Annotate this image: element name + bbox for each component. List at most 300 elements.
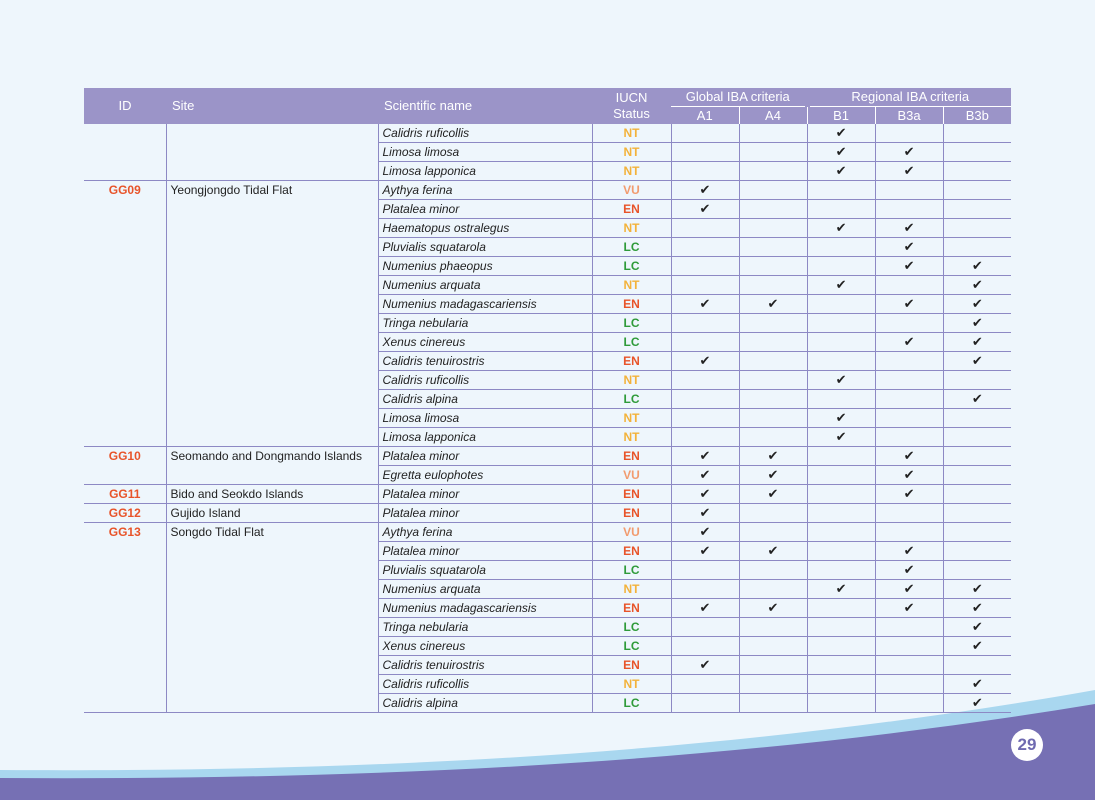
- criteria-cell-a4: [739, 143, 807, 162]
- iucn-status-cell: EN: [592, 352, 671, 371]
- site-id-cell: [84, 599, 166, 618]
- iucn-status-cell: EN: [592, 295, 671, 314]
- iucn-status-cell: LC: [592, 390, 671, 409]
- criteria-cell-b3b: [943, 466, 1011, 485]
- criteria-cell-a1: [671, 428, 739, 447]
- criteria-cell-a4: [739, 466, 807, 485]
- criteria-cell-b3a: [875, 390, 943, 409]
- criteria-cell-a1: [671, 371, 739, 390]
- checkmark-icon: ✔: [971, 619, 983, 634]
- criteria-cell-b3b: [943, 124, 1011, 143]
- iucn-status-cell: EN: [592, 447, 671, 466]
- checkmark-icon: ✔: [903, 334, 915, 349]
- site-id-cell: GG11: [84, 485, 166, 504]
- criteria-cell-b3a: [875, 314, 943, 333]
- criteria-cell-b3b: [943, 675, 1011, 694]
- col-header-b1: B1: [807, 107, 875, 125]
- table-row: [84, 447, 1011, 466]
- col-header-b3b: B3b: [943, 107, 1011, 125]
- scientific-name-cell: Calidris alpina: [378, 390, 592, 409]
- checkmark-icon: ✔: [767, 543, 779, 558]
- checkmark-icon: ✔: [903, 486, 915, 501]
- criteria-cell-b3b: [943, 200, 1011, 219]
- checkmark-icon: ✔: [971, 391, 983, 406]
- iucn-status-cell: LC: [592, 333, 671, 352]
- criteria-cell-a4: [739, 238, 807, 257]
- scientific-name-cell: Numenius madagascariensis: [378, 599, 592, 618]
- criteria-cell-a4: [739, 447, 807, 466]
- scientific-name-cell: Platalea minor: [378, 200, 592, 219]
- scientific-name-cell: Pluvialis squatarola: [378, 561, 592, 580]
- page-number-badge: 29: [1011, 729, 1043, 761]
- criteria-cell-b1: [807, 219, 875, 238]
- site-id-cell: GG13: [108, 525, 141, 540]
- checkmark-icon: ✔: [903, 239, 915, 254]
- criteria-cell-b3a: [875, 238, 943, 257]
- col-header-scientific-name: Scientific name: [378, 88, 592, 124]
- criteria-cell-a4: [739, 599, 807, 618]
- checkmark-icon: ✔: [971, 315, 983, 330]
- table-row: [84, 675, 1011, 694]
- criteria-cell-b1: [807, 428, 875, 447]
- criteria-cell-b3b: [943, 390, 1011, 409]
- criteria-cell-a1: [671, 580, 739, 599]
- criteria-cell-b1: [807, 314, 875, 333]
- site-id-cell: [84, 352, 166, 371]
- criteria-cell-a1: [671, 143, 739, 162]
- table-row: [84, 200, 1011, 219]
- criteria-cell-a1: [671, 219, 739, 238]
- table-row: [84, 599, 1011, 618]
- checkmark-icon: ✔: [971, 296, 983, 311]
- criteria-cell-a4: [739, 409, 807, 428]
- table-row: [84, 466, 1011, 485]
- criteria-cell-b3a: [875, 371, 943, 390]
- scientific-name-cell: Limosa lapponica: [378, 428, 592, 447]
- iucn-status-cell: EN: [592, 200, 671, 219]
- criteria-cell-a1: [671, 466, 739, 485]
- checkmark-icon: ✔: [699, 296, 711, 311]
- col-header-id: ID: [84, 88, 166, 124]
- criteria-cell-b3b: [943, 485, 1011, 504]
- criteria-cell-b3a: [875, 333, 943, 352]
- criteria-cell-b3a: [875, 124, 943, 143]
- criteria-cell-a1: [671, 257, 739, 276]
- site-id-cell: [84, 466, 166, 485]
- site-id-cell: [84, 675, 166, 694]
- checkmark-icon: ✔: [767, 486, 779, 501]
- criteria-cell-a4: [739, 124, 807, 143]
- criteria-cell-a1: [671, 447, 739, 466]
- criteria-cell-b3b: [943, 219, 1011, 238]
- criteria-cell-a1: [671, 124, 739, 143]
- criteria-cell-a1: [671, 694, 739, 713]
- scientific-name-cell: Calidris ruficollis: [378, 371, 592, 390]
- criteria-cell-b1: [807, 295, 875, 314]
- site-id-cell: GG10: [108, 449, 141, 464]
- site-name-cell: [166, 618, 378, 637]
- criteria-cell-a1: [671, 352, 739, 371]
- criteria-cell-a4: [739, 637, 807, 656]
- criteria-cell-b1: [807, 352, 875, 371]
- scientific-name-cell: Aythya ferina: [378, 523, 592, 542]
- site-id-cell: [84, 333, 166, 352]
- iucn-status-cell: EN: [592, 485, 671, 504]
- criteria-cell-b1: [807, 599, 875, 618]
- criteria-cell-a1: [671, 314, 739, 333]
- criteria-cell-b1: [807, 504, 875, 523]
- site-id-cell: [84, 542, 166, 561]
- criteria-cell-b3b: [943, 580, 1011, 599]
- scientific-name-cell: Haematopus ostralegus: [378, 219, 592, 238]
- site-name-cell: [166, 257, 378, 276]
- table-header: [84, 88, 1011, 124]
- checkmark-icon: ✔: [903, 163, 915, 178]
- criteria-cell-a1: [671, 618, 739, 637]
- checkmark-icon: ✔: [903, 296, 915, 311]
- checkmark-icon: ✔: [971, 277, 983, 292]
- criteria-cell-a4: [739, 333, 807, 352]
- criteria-cell-b1: [807, 409, 875, 428]
- site-id-cell: [84, 314, 166, 333]
- table-row: [84, 409, 1011, 428]
- criteria-cell-b3b: [943, 428, 1011, 447]
- criteria-cell-a4: [739, 200, 807, 219]
- iucn-status-cell: LC: [592, 637, 671, 656]
- checkmark-icon: ✔: [699, 543, 711, 558]
- criteria-cell-b1: [807, 371, 875, 390]
- table-row: [84, 181, 1011, 200]
- table-row: [84, 238, 1011, 257]
- criteria-cell-b1: [807, 675, 875, 694]
- site-name-cell: [166, 561, 378, 580]
- table-row: [84, 694, 1011, 713]
- criteria-cell-b3b: [943, 352, 1011, 371]
- table-row: [84, 333, 1011, 352]
- table-row: [84, 428, 1011, 447]
- site-name-cell: [166, 333, 378, 352]
- site-id-cell: [84, 390, 166, 409]
- criteria-cell-a4: [739, 675, 807, 694]
- checkmark-icon: ✔: [835, 144, 847, 159]
- criteria-cell-b3b: [943, 656, 1011, 675]
- site-name-cell: [166, 276, 378, 295]
- scientific-name-cell: Limosa lapponica: [378, 162, 592, 181]
- checkmark-icon: ✔: [767, 296, 779, 311]
- criteria-cell-a4: [739, 428, 807, 447]
- criteria-cell-b3a: [875, 542, 943, 561]
- site-id-cell: GG09: [108, 183, 141, 198]
- criteria-cell-a1: [671, 637, 739, 656]
- iucn-status-cell: NT: [592, 219, 671, 238]
- checkmark-icon: ✔: [971, 695, 983, 710]
- criteria-cell-b3a: [875, 580, 943, 599]
- site-name-cell: [166, 314, 378, 333]
- checkmark-icon: ✔: [903, 600, 915, 615]
- checkmark-icon: ✔: [835, 372, 847, 387]
- site-name-cell: [166, 466, 378, 485]
- criteria-cell-a1: [671, 181, 739, 200]
- criteria-cell-b3a: [875, 447, 943, 466]
- site-name-cell: Yeongjongdo Tidal Flat: [166, 181, 378, 200]
- site-id-cell: [84, 656, 166, 675]
- site-name-cell: Songdo Tidal Flat: [166, 523, 378, 542]
- criteria-cell-a4: [739, 162, 807, 181]
- criteria-cell-b3a: [875, 561, 943, 580]
- criteria-cell-b1: [807, 542, 875, 561]
- table-row: [84, 580, 1011, 599]
- criteria-cell-b3a: [875, 219, 943, 238]
- criteria-cell-b3a: [875, 523, 943, 542]
- criteria-cell-b1: [807, 447, 875, 466]
- criteria-cell-a1: [671, 542, 739, 561]
- iucn-status-cell: NT: [592, 371, 671, 390]
- iucn-header-line2: Status: [613, 106, 650, 121]
- criteria-cell-b3a: [875, 656, 943, 675]
- criteria-cell-a4: [739, 485, 807, 504]
- criteria-cell-b3b: [943, 618, 1011, 637]
- checkmark-icon: ✔: [699, 524, 711, 539]
- criteria-cell-a1: [671, 504, 739, 523]
- site-id-cell: [84, 694, 166, 713]
- criteria-cell-a1: [671, 599, 739, 618]
- criteria-cell-b3a: [875, 276, 943, 295]
- table-body: [84, 124, 1011, 713]
- checkmark-icon: ✔: [971, 638, 983, 653]
- iucn-status-cell: VU: [592, 523, 671, 542]
- checkmark-icon: ✔: [903, 258, 915, 273]
- iucn-status-cell: EN: [592, 599, 671, 618]
- criteria-cell-b3a: [875, 694, 943, 713]
- checkmark-icon: ✔: [699, 486, 711, 501]
- checkmark-icon: ✔: [835, 125, 847, 140]
- criteria-cell-b1: [807, 200, 875, 219]
- criteria-cell-b1: [807, 238, 875, 257]
- criteria-cell-b3b: [943, 561, 1011, 580]
- scientific-name-cell: Egretta eulophotes: [378, 466, 592, 485]
- iucn-header-line1: IUCN: [615, 90, 648, 105]
- criteria-cell-b1: [807, 257, 875, 276]
- checkmark-icon: ✔: [903, 144, 915, 159]
- table-row: [84, 143, 1011, 162]
- table-row: [84, 656, 1011, 675]
- scientific-name-cell: Tringa nebularia: [378, 314, 592, 333]
- criteria-cell-a1: [671, 409, 739, 428]
- criteria-cell-b1: [807, 276, 875, 295]
- site-id-cell: [84, 162, 166, 181]
- criteria-cell-b3b: [943, 523, 1011, 542]
- checkmark-icon: ✔: [699, 182, 711, 197]
- criteria-cell-b3b: [943, 333, 1011, 352]
- table-row: [84, 542, 1011, 561]
- criteria-cell-b3a: [875, 675, 943, 694]
- site-name-cell: [166, 352, 378, 371]
- criteria-cell-b3a: [875, 181, 943, 200]
- table-row: [84, 276, 1011, 295]
- checkmark-icon: ✔: [835, 163, 847, 178]
- site-id-cell: [84, 409, 166, 428]
- iucn-status-cell: NT: [592, 162, 671, 181]
- iucn-status-cell: NT: [592, 124, 671, 143]
- iucn-status-cell: NT: [592, 675, 671, 694]
- criteria-cell-b3b: [943, 143, 1011, 162]
- iucn-status-cell: LC: [592, 618, 671, 637]
- iucn-status-cell: LC: [592, 257, 671, 276]
- criteria-cell-b3a: [875, 295, 943, 314]
- criteria-cell-b3a: [875, 409, 943, 428]
- criteria-cell-b3a: [875, 200, 943, 219]
- scientific-name-cell: Calidris ruficollis: [378, 675, 592, 694]
- table-row: [84, 295, 1011, 314]
- scientific-name-cell: Calidris tenuirostris: [378, 352, 592, 371]
- criteria-cell-a1: [671, 295, 739, 314]
- iucn-status-cell: NT: [592, 428, 671, 447]
- criteria-cell-a1: [671, 485, 739, 504]
- criteria-cell-b3a: [875, 428, 943, 447]
- scientific-name-cell: Limosa limosa: [378, 409, 592, 428]
- iucn-status-cell: LC: [592, 561, 671, 580]
- iucn-status-cell: VU: [592, 466, 671, 485]
- iucn-status-cell: NT: [592, 143, 671, 162]
- col-header-site: Site: [166, 88, 378, 124]
- checkmark-icon: ✔: [903, 562, 915, 577]
- checkmark-icon: ✔: [971, 353, 983, 368]
- site-name-cell: [166, 542, 378, 561]
- iucn-status-cell: EN: [592, 504, 671, 523]
- site-name-cell: [166, 219, 378, 238]
- checkmark-icon: ✔: [903, 581, 915, 596]
- site-id-cell: [84, 295, 166, 314]
- scientific-name-cell: Tringa nebularia: [378, 618, 592, 637]
- criteria-cell-b3b: [943, 542, 1011, 561]
- checkmark-icon: ✔: [767, 600, 779, 615]
- criteria-cell-a4: [739, 390, 807, 409]
- checkmark-icon: ✔: [699, 467, 711, 482]
- checkmark-icon: ✔: [971, 600, 983, 615]
- criteria-cell-a4: [739, 694, 807, 713]
- criteria-cell-b1: [807, 143, 875, 162]
- table-row: [84, 485, 1011, 504]
- checkmark-icon: ✔: [971, 581, 983, 596]
- iucn-status-cell: LC: [592, 314, 671, 333]
- criteria-cell-b1: [807, 561, 875, 580]
- criteria-cell-a4: [739, 561, 807, 580]
- site-name-cell: [166, 675, 378, 694]
- criteria-cell-b1: [807, 637, 875, 656]
- site-id-cell: [84, 580, 166, 599]
- table-row: [84, 162, 1011, 181]
- site-id-cell: [84, 276, 166, 295]
- site-name-cell: [166, 580, 378, 599]
- criteria-cell-a4: [739, 314, 807, 333]
- criteria-cell-a4: [739, 257, 807, 276]
- group-header-global: Global IBA criteria: [671, 88, 807, 107]
- col-header-a1: A1: [671, 107, 739, 125]
- criteria-cell-b1: [807, 333, 875, 352]
- criteria-cell-b3a: [875, 257, 943, 276]
- criteria-cell-a1: [671, 561, 739, 580]
- criteria-cell-a1: [671, 200, 739, 219]
- criteria-cell-b3b: [943, 314, 1011, 333]
- site-name-cell: [166, 371, 378, 390]
- checkmark-icon: ✔: [767, 448, 779, 463]
- table-row: [84, 637, 1011, 656]
- criteria-cell-a1: [671, 333, 739, 352]
- table-row: [84, 390, 1011, 409]
- criteria-cell-b3b: [943, 181, 1011, 200]
- site-id-cell: [84, 637, 166, 656]
- site-id-cell: [84, 371, 166, 390]
- scientific-name-cell: Numenius phaeopus: [378, 257, 592, 276]
- scientific-name-cell: Calidris alpina: [378, 694, 592, 713]
- col-header-iucn-status: [592, 88, 671, 124]
- criteria-cell-b3b: [943, 599, 1011, 618]
- checkmark-icon: ✔: [835, 581, 847, 596]
- checkmark-icon: ✔: [835, 429, 847, 444]
- criteria-cell-b3b: [943, 504, 1011, 523]
- criteria-cell-b1: [807, 656, 875, 675]
- scientific-name-cell: Platalea minor: [378, 504, 592, 523]
- criteria-cell-b3a: [875, 466, 943, 485]
- site-name-cell: [166, 599, 378, 618]
- checkmark-icon: ✔: [699, 201, 711, 216]
- site-name-cell: Bido and Seokdo Islands: [166, 485, 378, 504]
- site-name-cell: [166, 200, 378, 219]
- site-id-cell: [84, 238, 166, 257]
- criteria-cell-b3b: [943, 371, 1011, 390]
- criteria-cell-b3b: [943, 637, 1011, 656]
- criteria-cell-b3b: [943, 257, 1011, 276]
- iba-table-container: [84, 88, 1011, 713]
- table-row: [84, 219, 1011, 238]
- criteria-cell-b1: [807, 466, 875, 485]
- criteria-cell-a1: [671, 390, 739, 409]
- checkmark-icon: ✔: [835, 410, 847, 425]
- table-row: [84, 561, 1011, 580]
- scientific-name-cell: Platalea minor: [378, 447, 592, 466]
- criteria-cell-b3a: [875, 504, 943, 523]
- criteria-cell-b3b: [943, 409, 1011, 428]
- criteria-cell-a4: [739, 542, 807, 561]
- iba-species-table: [84, 88, 1011, 713]
- iucn-status-cell: NT: [592, 276, 671, 295]
- site-id-cell: [84, 219, 166, 238]
- criteria-cell-b3a: [875, 485, 943, 504]
- iucn-status-cell: NT: [592, 409, 671, 428]
- criteria-cell-a1: [671, 675, 739, 694]
- col-header-a4: A4: [739, 107, 807, 125]
- criteria-cell-b1: [807, 124, 875, 143]
- iucn-status-cell: LC: [592, 238, 671, 257]
- criteria-cell-b3a: [875, 618, 943, 637]
- site-name-cell: [166, 143, 378, 162]
- criteria-cell-b3a: [875, 143, 943, 162]
- criteria-cell-b3b: [943, 295, 1011, 314]
- site-name-cell: [166, 428, 378, 447]
- criteria-cell-a4: [739, 580, 807, 599]
- scientific-name-cell: Numenius madagascariensis: [378, 295, 592, 314]
- col-header-b3a: B3a: [875, 107, 943, 125]
- site-id-cell: [84, 618, 166, 637]
- site-id-cell: [84, 143, 166, 162]
- iucn-status-cell: EN: [592, 656, 671, 675]
- checkmark-icon: ✔: [903, 448, 915, 463]
- group-header-regional: Regional IBA criteria: [807, 88, 1011, 107]
- site-id-cell: [84, 200, 166, 219]
- criteria-cell-a4: [739, 352, 807, 371]
- criteria-cell-a4: [739, 523, 807, 542]
- checkmark-icon: ✔: [767, 467, 779, 482]
